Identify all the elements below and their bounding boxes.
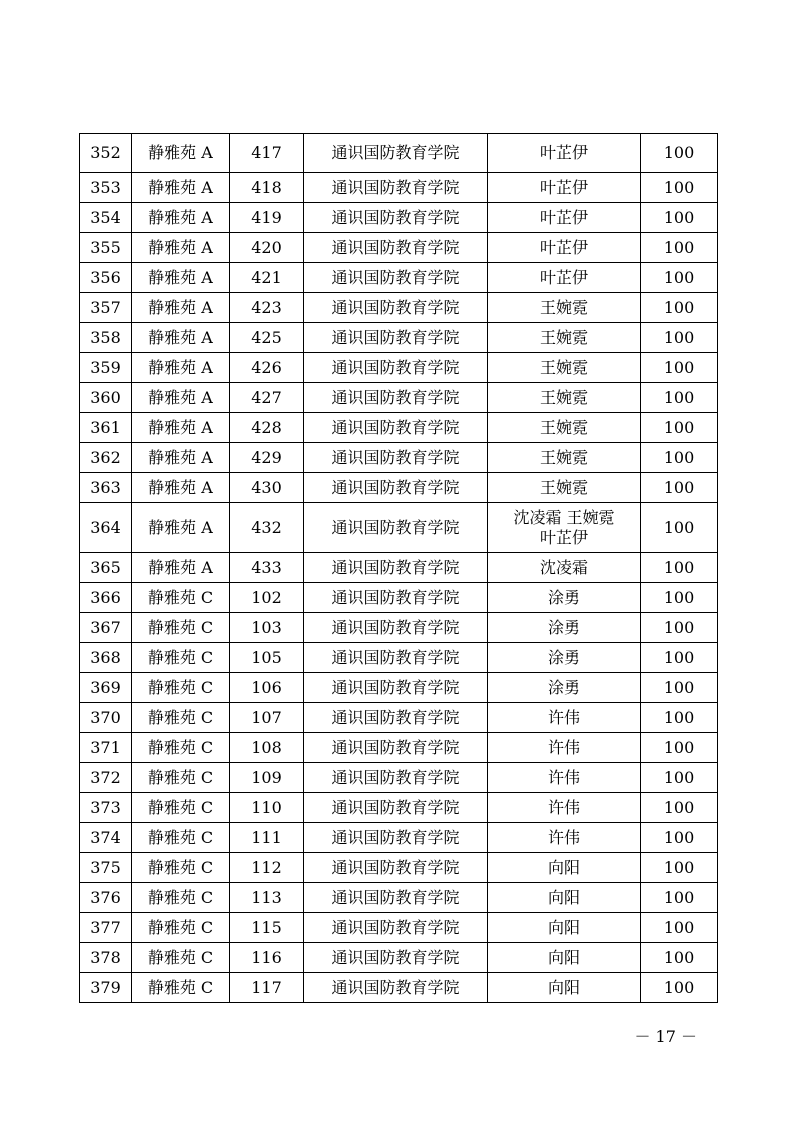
counselor-cell: 叶芷伊	[488, 203, 641, 233]
score-cell: 100	[641, 413, 718, 443]
college-cell: 通识国防教育学院	[304, 583, 488, 613]
building-cell: 静雅苑 C	[132, 673, 230, 703]
college-cell: 通识国防教育学院	[304, 503, 488, 553]
college-cell: 通识国防教育学院	[304, 473, 488, 503]
table-row	[80, 413, 718, 443]
college-cell: 通识国防教育学院	[304, 673, 488, 703]
building-cell: 静雅苑 A	[132, 233, 230, 263]
table-row	[80, 233, 718, 263]
score-cell: 100	[641, 673, 718, 703]
table-row	[80, 583, 718, 613]
table-row	[80, 763, 718, 793]
score-cell: 100	[641, 733, 718, 763]
room-cell: 427	[230, 383, 304, 413]
index-cell: 378	[80, 943, 132, 973]
table-row	[80, 973, 718, 1003]
table-row	[80, 913, 718, 943]
index-cell: 379	[80, 973, 132, 1003]
table-row	[80, 943, 718, 973]
table-row	[80, 293, 718, 323]
room-cell: 116	[230, 943, 304, 973]
score-cell: 100	[641, 323, 718, 353]
building-cell: 静雅苑 A	[132, 323, 230, 353]
college-cell: 通识国防教育学院	[304, 853, 488, 883]
counselor-cell: 王婉霓	[488, 443, 641, 473]
college-cell: 通识国防教育学院	[304, 443, 488, 473]
score-cell: 100	[641, 134, 718, 173]
building-cell: 静雅苑 C	[132, 733, 230, 763]
building-cell: 静雅苑 A	[132, 134, 230, 173]
building-cell: 静雅苑 C	[132, 943, 230, 973]
table-row	[80, 383, 718, 413]
building-cell: 静雅苑 A	[132, 413, 230, 443]
building-cell: 静雅苑 C	[132, 913, 230, 943]
college-cell: 通识国防教育学院	[304, 383, 488, 413]
college-cell: 通识国防教育学院	[304, 134, 488, 173]
table-row	[80, 263, 718, 293]
table-row	[80, 323, 718, 353]
counselor-cell: 许伟	[488, 733, 641, 763]
room-cell: 102	[230, 583, 304, 613]
index-cell: 363	[80, 473, 132, 503]
table-row	[80, 553, 718, 583]
building-cell: 静雅苑 C	[132, 853, 230, 883]
building-cell: 静雅苑 C	[132, 883, 230, 913]
college-cell: 通识国防教育学院	[304, 943, 488, 973]
table-row	[80, 173, 718, 203]
building-cell: 静雅苑 A	[132, 503, 230, 553]
room-cell: 111	[230, 823, 304, 853]
index-cell: 373	[80, 793, 132, 823]
index-cell: 365	[80, 553, 132, 583]
college-cell: 通识国防教育学院	[304, 913, 488, 943]
college-cell: 通识国防教育学院	[304, 763, 488, 793]
index-cell: 377	[80, 913, 132, 943]
table-row	[80, 733, 718, 763]
college-cell: 通识国防教育学院	[304, 613, 488, 643]
index-cell: 369	[80, 673, 132, 703]
score-cell: 100	[641, 173, 718, 203]
index-cell: 375	[80, 853, 132, 883]
college-cell: 通识国防教育学院	[304, 293, 488, 323]
index-cell: 355	[80, 233, 132, 263]
score-cell: 100	[641, 233, 718, 263]
index-cell: 359	[80, 353, 132, 383]
counselor-cell: 向阳	[488, 943, 641, 973]
counselor-cell: 向阳	[488, 883, 641, 913]
counselor-cell: 王婉霓	[488, 293, 641, 323]
score-cell: 100	[641, 263, 718, 293]
table-row	[80, 473, 718, 503]
room-cell: 421	[230, 263, 304, 293]
index-cell: 360	[80, 383, 132, 413]
counselor-cell: 涂勇	[488, 673, 641, 703]
index-cell: 372	[80, 763, 132, 793]
college-cell: 通识国防教育学院	[304, 323, 488, 353]
counselor-cell: 许伟	[488, 703, 641, 733]
counselor-cell: 许伟	[488, 793, 641, 823]
score-cell: 100	[641, 973, 718, 1003]
index-cell: 356	[80, 263, 132, 293]
score-cell: 100	[641, 853, 718, 883]
building-cell: 静雅苑 A	[132, 353, 230, 383]
counselor-cell: 王婉霓	[488, 383, 641, 413]
counselor-cell: 沈凌霜	[488, 553, 641, 583]
table-row	[80, 613, 718, 643]
college-cell: 通识国防教育学院	[304, 203, 488, 233]
page-number: － 17 －	[634, 1027, 697, 1046]
room-cell: 109	[230, 763, 304, 793]
college-cell: 通识国防教育学院	[304, 643, 488, 673]
room-cell: 112	[230, 853, 304, 883]
score-cell: 100	[641, 823, 718, 853]
table-row	[80, 673, 718, 703]
room-cell: 107	[230, 703, 304, 733]
counselor-cell: 叶芷伊	[488, 263, 641, 293]
college-cell: 通识国防教育学院	[304, 553, 488, 583]
counselor-cell: 叶芷伊	[488, 173, 641, 203]
building-cell: 静雅苑 C	[132, 613, 230, 643]
table-row	[80, 853, 718, 883]
college-cell: 通识国防教育学院	[304, 173, 488, 203]
score-cell: 100	[641, 643, 718, 673]
index-cell: 374	[80, 823, 132, 853]
score-cell: 100	[641, 763, 718, 793]
building-cell: 静雅苑 A	[132, 293, 230, 323]
counselor-cell: 涂勇	[488, 583, 641, 613]
score-cell: 100	[641, 913, 718, 943]
room-cell: 117	[230, 973, 304, 1003]
counselor-cell: 沈凌霜 王婉霓 叶芷伊	[488, 503, 641, 553]
counselor-cell: 叶芷伊	[488, 233, 641, 263]
table-row	[80, 643, 718, 673]
building-cell: 静雅苑 A	[132, 203, 230, 233]
score-cell: 100	[641, 203, 718, 233]
building-cell: 静雅苑 C	[132, 973, 230, 1003]
counselor-cell: 向阳	[488, 973, 641, 1003]
table-row	[80, 353, 718, 383]
counselor-cell: 涂勇	[488, 613, 641, 643]
room-cell: 432	[230, 503, 304, 553]
score-cell: 100	[641, 553, 718, 583]
table-row	[80, 503, 718, 553]
index-cell: 371	[80, 733, 132, 763]
score-cell: 100	[641, 793, 718, 823]
table-body	[80, 134, 718, 1003]
counselor-cell: 王婉霓	[488, 323, 641, 353]
table-row	[80, 793, 718, 823]
room-cell: 105	[230, 643, 304, 673]
building-cell: 静雅苑 C	[132, 763, 230, 793]
index-cell: 366	[80, 583, 132, 613]
index-cell: 358	[80, 323, 132, 353]
room-cell: 108	[230, 733, 304, 763]
index-cell: 352	[80, 134, 132, 173]
index-cell: 367	[80, 613, 132, 643]
table-row	[80, 443, 718, 473]
room-cell: 425	[230, 323, 304, 353]
score-cell: 100	[641, 443, 718, 473]
score-cell: 100	[641, 613, 718, 643]
index-cell: 368	[80, 643, 132, 673]
index-cell: 370	[80, 703, 132, 733]
score-cell: 100	[641, 703, 718, 733]
room-cell: 106	[230, 673, 304, 703]
score-cell: 100	[641, 383, 718, 413]
score-cell: 100	[641, 293, 718, 323]
room-cell: 433	[230, 553, 304, 583]
college-cell: 通识国防教育学院	[304, 413, 488, 443]
building-cell: 静雅苑 A	[132, 383, 230, 413]
building-cell: 静雅苑 A	[132, 443, 230, 473]
index-cell: 357	[80, 293, 132, 323]
table-row	[80, 203, 718, 233]
counselor-cell: 王婉霓	[488, 473, 641, 503]
room-cell: 417	[230, 134, 304, 173]
data-table	[79, 133, 718, 1003]
index-cell: 353	[80, 173, 132, 203]
room-cell: 115	[230, 913, 304, 943]
room-cell: 419	[230, 203, 304, 233]
index-cell: 354	[80, 203, 132, 233]
building-cell: 静雅苑 A	[132, 263, 230, 293]
index-cell: 361	[80, 413, 132, 443]
counselor-cell: 许伟	[488, 763, 641, 793]
room-cell: 420	[230, 233, 304, 263]
college-cell: 通识国防教育学院	[304, 793, 488, 823]
index-cell: 376	[80, 883, 132, 913]
building-cell: 静雅苑 C	[132, 793, 230, 823]
college-cell: 通识国防教育学院	[304, 233, 488, 263]
room-cell: 113	[230, 883, 304, 913]
college-cell: 通识国防教育学院	[304, 353, 488, 383]
building-cell: 静雅苑 A	[132, 173, 230, 203]
college-cell: 通识国防教育学院	[304, 263, 488, 293]
room-cell: 426	[230, 353, 304, 383]
counselor-cell: 王婉霓	[488, 413, 641, 443]
counselor-cell: 许伟	[488, 823, 641, 853]
index-cell: 364	[80, 503, 132, 553]
table-row	[80, 703, 718, 733]
counselor-cell: 叶芷伊	[488, 134, 641, 173]
table-row	[80, 883, 718, 913]
score-cell: 100	[641, 583, 718, 613]
score-cell: 100	[641, 353, 718, 383]
index-cell: 362	[80, 443, 132, 473]
college-cell: 通识国防教育学院	[304, 733, 488, 763]
building-cell: 静雅苑 A	[132, 553, 230, 583]
college-cell: 通识国防教育学院	[304, 973, 488, 1003]
building-cell: 静雅苑 C	[132, 823, 230, 853]
counselor-cell: 向阳	[488, 913, 641, 943]
score-cell: 100	[641, 943, 718, 973]
table-row	[80, 823, 718, 853]
building-cell: 静雅苑 A	[132, 473, 230, 503]
room-cell: 110	[230, 793, 304, 823]
room-cell: 429	[230, 443, 304, 473]
college-cell: 通识国防教育学院	[304, 703, 488, 733]
counselor-cell: 涂勇	[488, 643, 641, 673]
counselor-cell: 王婉霓	[488, 353, 641, 383]
counselor-cell: 向阳	[488, 853, 641, 883]
room-cell: 430	[230, 473, 304, 503]
table-row	[80, 134, 718, 173]
score-cell: 100	[641, 473, 718, 503]
college-cell: 通识国防教育学院	[304, 823, 488, 853]
building-cell: 静雅苑 C	[132, 703, 230, 733]
college-cell: 通识国防教育学院	[304, 883, 488, 913]
room-cell: 418	[230, 173, 304, 203]
score-cell: 100	[641, 883, 718, 913]
score-cell: 100	[641, 503, 718, 553]
room-cell: 103	[230, 613, 304, 643]
building-cell: 静雅苑 C	[132, 643, 230, 673]
building-cell: 静雅苑 C	[132, 583, 230, 613]
room-cell: 428	[230, 413, 304, 443]
room-cell: 423	[230, 293, 304, 323]
